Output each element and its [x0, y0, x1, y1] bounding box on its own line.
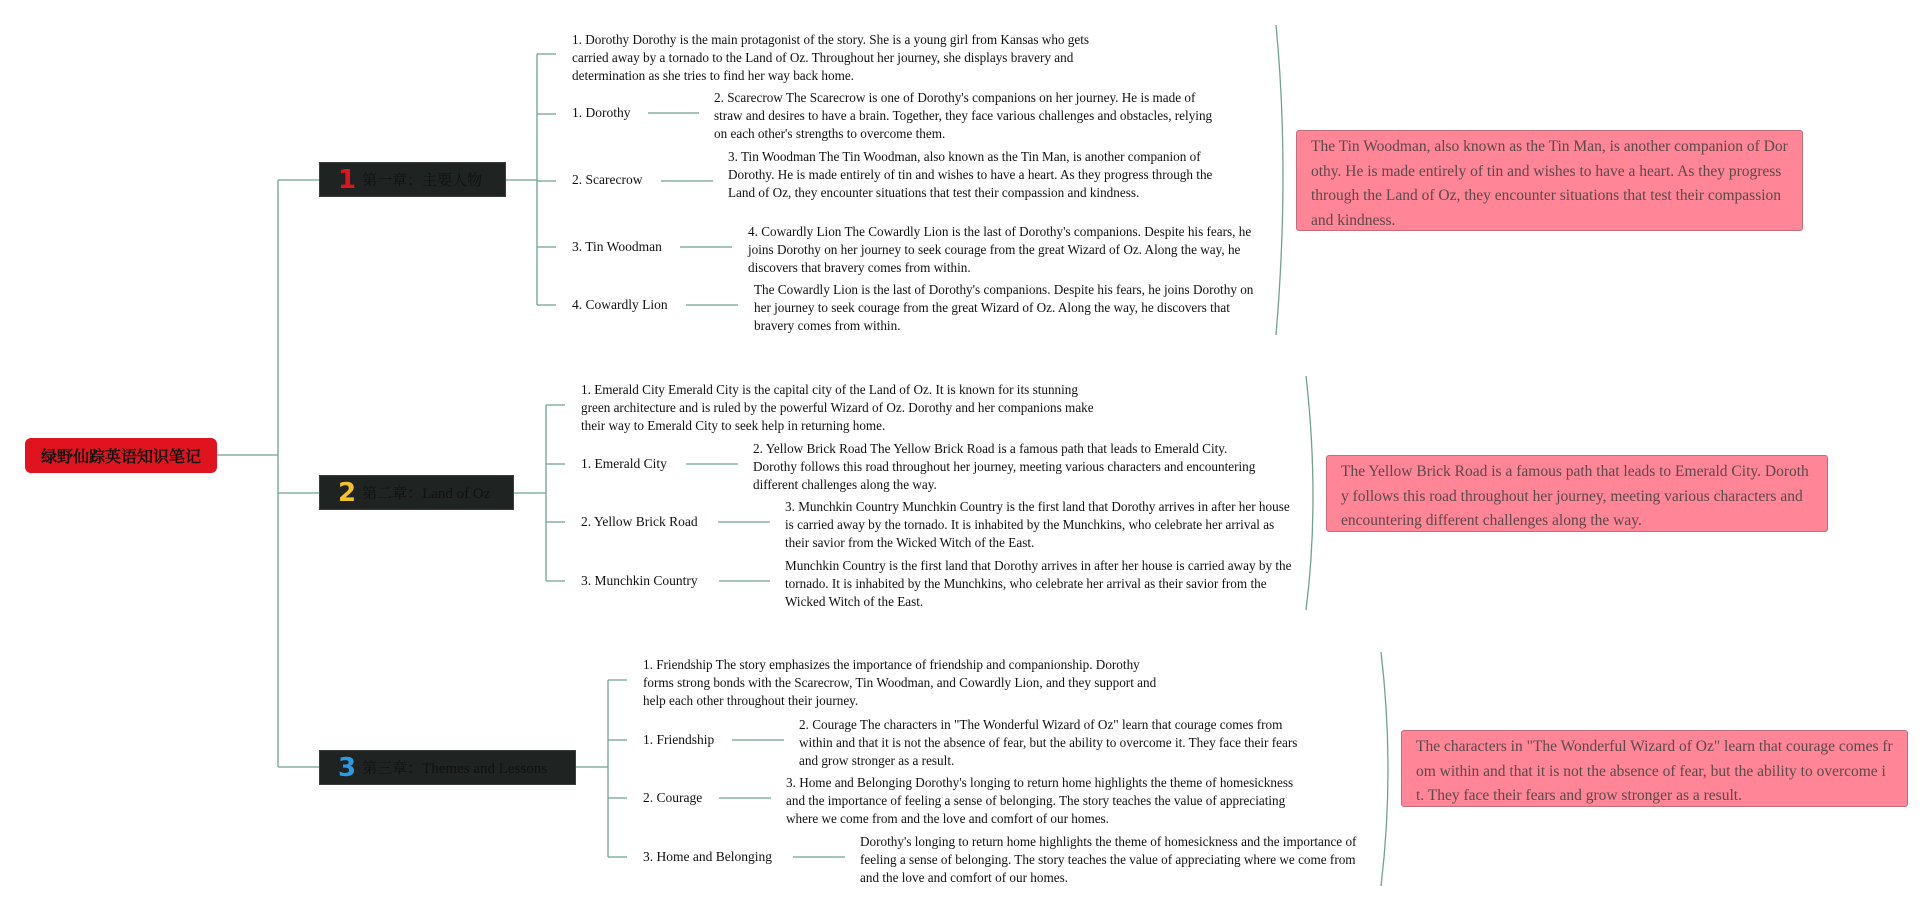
chapter-3-intro[interactable]: 1. Friendship The story emphasizes the importance of friendship and companionship. Dorothy forms strong bonds with the Scarecrow, Tin Woodman, and Cowardly Lion, and they support and help each other throughout their journey. — [643, 657, 1157, 708]
chapter-1-detail-4[interactable]: The Cowardly Lion is the last of Dorothy's companions. Despite his fears, he joins Dorothy on her journey to seek courage from the great Wizard of Oz. Along the way, he discovers that bravery comes from within. — [754, 282, 1254, 333]
chapter-3-item-home-and-belonging[interactable]: 3. Home and Belonging — [643, 849, 772, 864]
chapter-title: 第三章：Themes and Lessons — [362, 761, 548, 777]
chapter-1-detail-2[interactable]: 3. Tin Woodman The Tin Woodman, also known as the Tin Man, is another companion of Dorothy. He is made entirely of tin and wishes to have a heart. As they progress through the Land of Oz, they encounter situations that test their compassion and kindness. — [728, 149, 1213, 200]
chapter-number: 1 — [338, 164, 357, 195]
chapter-title: 第二章：Land of Oz — [362, 486, 491, 502]
chapter-1-item-tin-woodman[interactable]: 3. Tin Woodman — [572, 239, 662, 254]
chapter-1-detail-3[interactable]: 4. Cowardly Lion The Cowardly Lion is the last of Dorothy's companions. Despite his fears, he joins Dorothy on her journey to seek courage from the great Wizard of Oz. Along the way, he discovers that bravery comes from within. — [748, 224, 1252, 275]
chapter-3-item-courage[interactable]: 2. Courage — [643, 790, 703, 805]
chapter-2-detail-2[interactable]: 3. Munchkin Country Munchkin Country is the first land that Dorothy arrives in after her house is carried away by the tornado. It is inhabited by the Munchkins, who celebrate her arrival as their savior from the Wicked Witch of the East. — [785, 499, 1290, 550]
root-topic[interactable] — [25, 438, 217, 473]
chapter-2-item-munchkin-country[interactable]: 3. Munchkin Country — [581, 573, 698, 588]
chapter-1-item-scarecrow[interactable]: 2. Scarecrow — [572, 172, 643, 187]
chapter-2-note[interactable]: The Yellow Brick Road is a famous path that leads to Emerald City. Dorothy follows this road throughout her journey, meeting various characters and encountering different challenges along the way. — [1326, 455, 1828, 532]
chapter-1-intro[interactable]: 1. Dorothy Dorothy is the main protagonist of the story. She is a young girl from Kansas who gets carried away by a tornado to the Land of Oz. Throughout her journey, she displays bravery and determination as she tries to find her way back home. — [572, 32, 1090, 83]
chapter-number: 2 — [338, 477, 357, 508]
chapter-title: 第一章：主要人物 — [362, 173, 483, 189]
chapter-3-detail-1[interactable]: 2. Courage The characters in "The Wonderful Wizard of Oz" learn that courage comes from within and that it is not the absence of fear, but the ability to overcome it. They face their fears and grow stronger as a result. — [799, 717, 1298, 768]
chapter-3-node[interactable] — [319, 750, 576, 785]
chapter-2-detail-3[interactable]: Munchkin Country is the first land that Dorothy arrives in after her house is carried away by the tornado. It is inhabited by the Munchkins, who celebrate her arrival as their savior from the Wicked Witch of the East. — [785, 558, 1292, 609]
chapter-1-item-cowardly-lion[interactable]: 4. Cowardly Lion — [572, 297, 668, 312]
chapter-1-item-dorothy[interactable]: 1. Dorothy — [572, 105, 631, 120]
chapter-1-node[interactable] — [319, 162, 506, 197]
chapter-1-detail-1[interactable]: 2. Scarecrow The Scarecrow is one of Dorothy's companions on her journey. He is made of straw and desires to have a brain. Together, they face various challenges and obstacles, relying on each other's strengths to overcome them. — [714, 90, 1213, 141]
chapter-2-item-yellow-brick-road[interactable]: 2. Yellow Brick Road — [581, 514, 698, 529]
chapter-3-detail-3[interactable]: Dorothy's longing to return home highlights the theme of homesickness and the importance of feeling a sense of belonging. The story teaches the value of appreciating where we come from and the love and comfort of our homes. — [860, 834, 1357, 885]
root-title: 绿野仙踪英语知识笔记 — [40, 447, 201, 466]
chapter-2-detail-1[interactable]: 2. Yellow Brick Road The Yellow Brick Road is a famous path that leads to Emerald City. Dorothy follows this road throughout her journey, meeting various characters and encountering different challenges along the way. — [753, 441, 1256, 492]
chapter-2-node[interactable] — [319, 475, 514, 510]
chapter-2-intro[interactable]: 1. Emerald City Emerald City is the capital city of the Land of Oz. It is known for its stunning green architecture and is ruled by the powerful Wizard of Oz. Dorothy and her companions make their way to Emerald City to seek help in returning home. — [581, 382, 1094, 433]
chapter-2-item-emerald-city[interactable]: 1. Emerald City — [581, 456, 667, 471]
chapter-3-detail-2[interactable]: 3. Home and Belonging Dorothy's longing to return home highlights the theme of homesickness and the importance of feeling a sense of belonging. The story teaches the value of appreciating where we come from and the love and comfort of our homes. — [786, 775, 1294, 826]
chapter-number: 3 — [338, 752, 357, 783]
chapter-3-note[interactable]: The characters in "The Wonderful Wizard of Oz" learn that courage comes from within and that it is not the absence of fear, but the ability to overcome it. They face their fears and grow stronger as a result. — [1401, 730, 1908, 807]
chapter-3-item-friendship[interactable]: 1. Friendship — [643, 732, 715, 747]
chapter-1-note[interactable]: The Tin Woodman, also known as the Tin Man, is another companion of Dorothy. He is made entirely of tin and wishes to have a heart. As they progress through the Land of Oz, they encounter situations that test their compassion and kindness. — [1296, 130, 1803, 231]
